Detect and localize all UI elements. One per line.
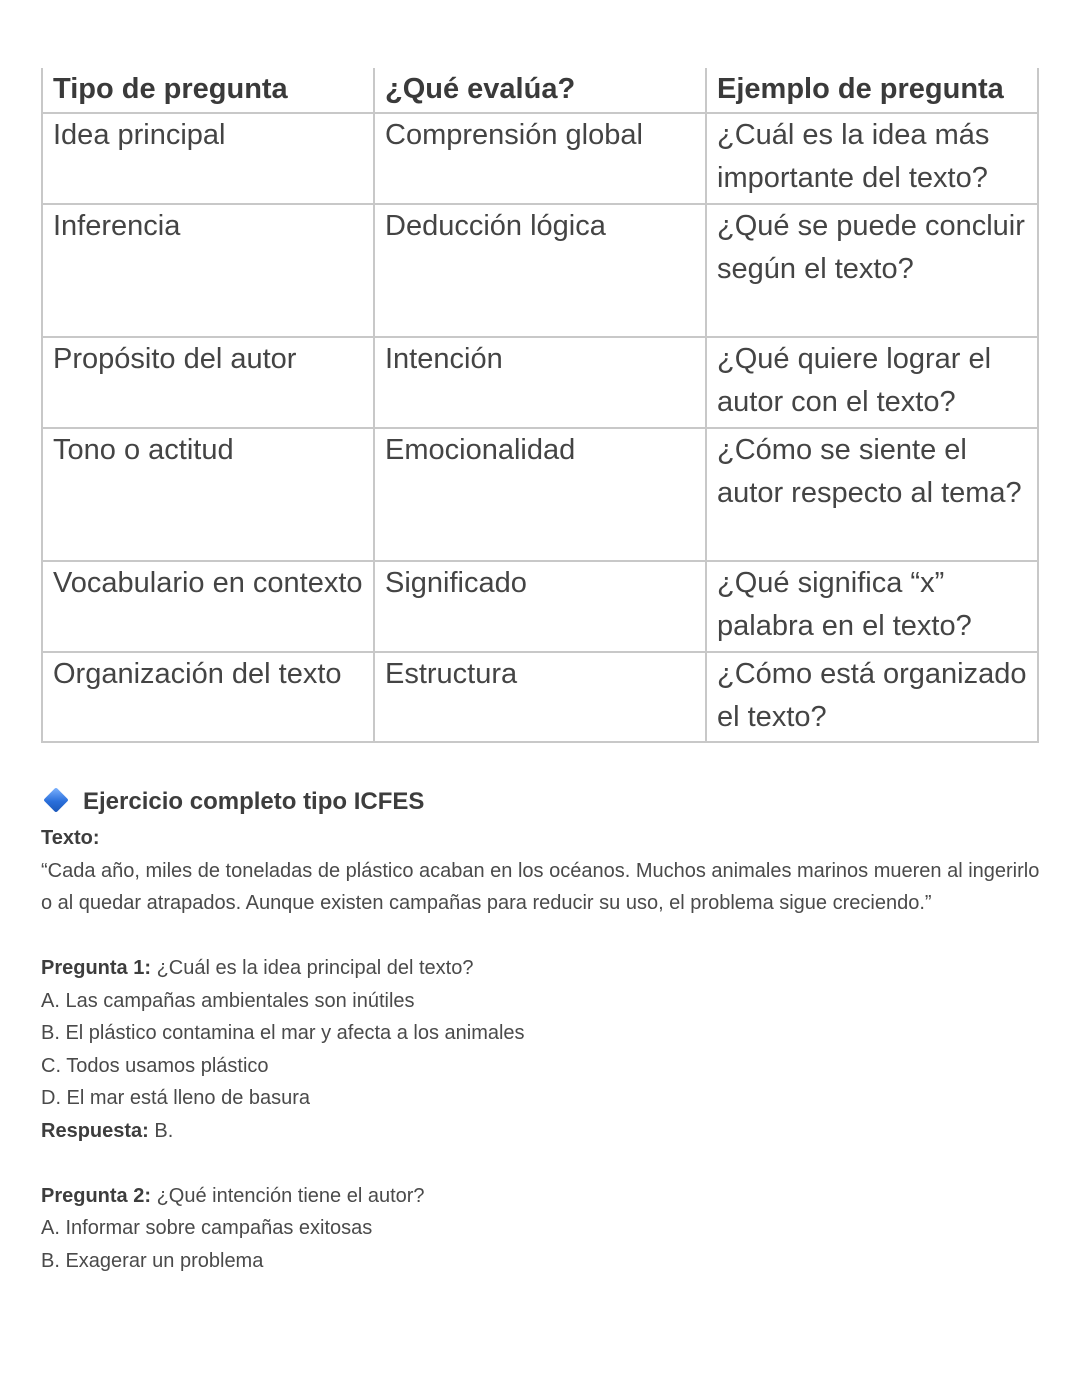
table-cell: Intención xyxy=(374,337,706,428)
table-cell: Comprensión global xyxy=(374,113,706,204)
table-cell: Significado xyxy=(374,561,706,652)
answer-value: B. xyxy=(154,1119,174,1142)
blue-diamond-icon xyxy=(41,787,83,817)
question-text: ¿Qué intención tiene el autor? xyxy=(156,1184,425,1207)
table-cell: Emocionalidad xyxy=(374,428,706,561)
table-row xyxy=(42,428,1038,561)
answer-label: Respuesta: xyxy=(41,1119,149,1142)
question-types-table xyxy=(41,68,1039,743)
table-cell: Organización del texto xyxy=(42,652,374,742)
answer-option: A. Las campañas ambientales son inútiles xyxy=(41,989,415,1012)
table-cell: Estructura xyxy=(374,652,706,742)
header-cell: Tipo de pregunta xyxy=(42,68,374,113)
table-cell: ¿Qué significa “x” palabra en el texto? xyxy=(706,561,1038,652)
passage: “Cada año, miles de toneladas de plástico acaban en los océanos. Muchos animales marinos mueren al ingerirlo o al quedar atrapados. Aunque existen campañas para reducir su uso, el problema sigue creciendo.” xyxy=(41,859,1040,914)
text-label: Texto: xyxy=(41,827,100,849)
table-header-row xyxy=(42,68,1038,113)
table-row xyxy=(42,337,1038,428)
table-row xyxy=(42,204,1038,337)
table-cell: Inferencia xyxy=(42,204,374,337)
table-cell: Vocabulario en contexto xyxy=(42,561,374,652)
answer-option: D. El mar está lleno de basura xyxy=(41,1087,311,1109)
answer-option: B. El plástico contamina el mar y afecta a los animales xyxy=(41,1022,525,1044)
question-1 xyxy=(41,952,1041,985)
answer-option: C. Todos usamos plástico xyxy=(41,1054,269,1077)
table-cell: ¿Qué quiere lograr el autor con el texto? xyxy=(706,337,1038,428)
table-row xyxy=(42,652,1038,742)
table-cell: ¿Cuál es la idea más importante del texto? xyxy=(706,113,1038,204)
header-cell: Ejemplo de pregunta xyxy=(706,68,1038,113)
question-text: ¿Cuál es la idea principal del texto? xyxy=(156,957,474,979)
table-cell: ¿Qué se puede concluir según el texto? xyxy=(706,204,1038,337)
question-label: Pregunta 1: xyxy=(41,957,152,979)
answer-line xyxy=(41,1115,1041,1148)
answer-option: A. Informar sobre campañas exitosas xyxy=(41,1217,373,1239)
header-cell: ¿Qué evalúa? xyxy=(374,68,706,113)
exercise-title: Ejercicio completo tipo ICFES xyxy=(83,787,425,815)
table-cell: Deducción lógica xyxy=(374,204,706,337)
answer-option: B. Exagerar un problema xyxy=(41,1249,264,1272)
question-2 xyxy=(41,1180,1041,1213)
table-cell: Idea principal xyxy=(42,113,374,204)
table-cell: Tono o actitud xyxy=(42,428,374,561)
question-label: Pregunta 2: xyxy=(41,1184,152,1207)
table-row xyxy=(42,113,1038,204)
table-cell: Propósito del autor xyxy=(42,337,374,428)
exercise-section xyxy=(41,782,1041,1277)
table-row xyxy=(42,561,1038,652)
exercise-heading xyxy=(41,782,1041,822)
table-cell: ¿Cómo está organizado el texto? xyxy=(706,652,1038,742)
table-cell: ¿Cómo se siente el autor respecto al tema? xyxy=(706,428,1038,561)
